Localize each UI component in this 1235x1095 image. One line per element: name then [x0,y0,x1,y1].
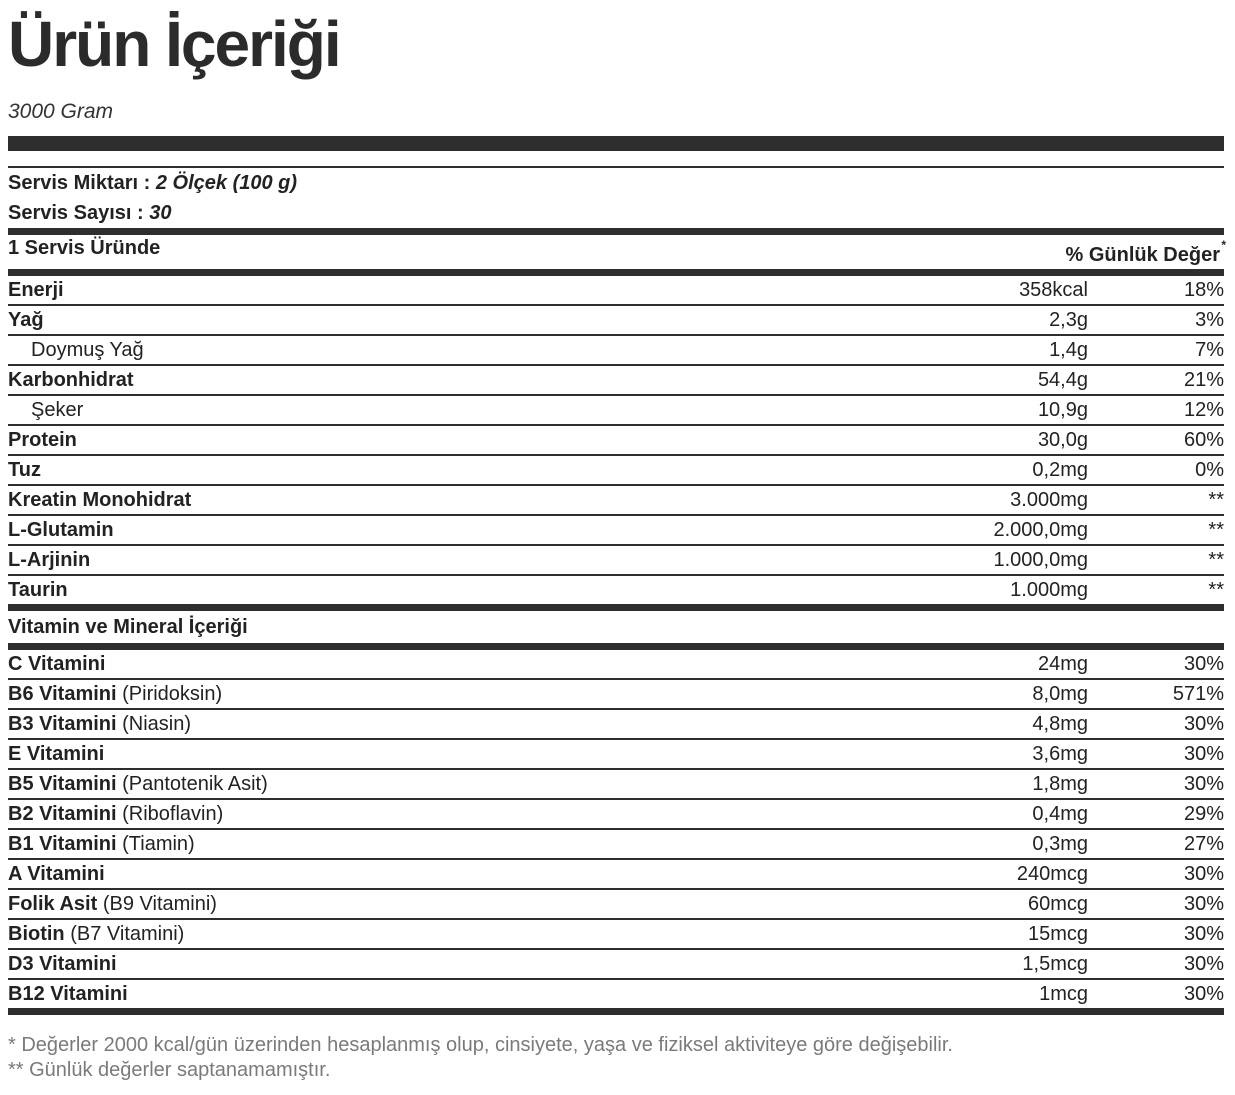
serving-size-label: Servis Miktarı : [8,172,151,194]
nutrient-row [8,486,1224,516]
nutrient-daily-value: ** [1208,519,1224,541]
vitamin-name-cell [8,860,105,888]
vitamin-amount: 0,4mg [1032,803,1088,825]
vitamin-row [8,650,1224,680]
nutrient-daily-value: 3% [1195,309,1224,331]
nutrient-name: Kreatin Monohidrat [8,489,192,511]
vitamin-amount: 1mcg [1039,983,1088,1005]
vitamin-daily-value: 30% [1183,893,1224,915]
nutrient-daily-value: 7% [1195,339,1224,361]
vitamin-amount: 24mg [1037,653,1088,675]
nutrient-row [8,516,1224,546]
vitamin-row [8,800,1224,830]
vitamin-daily-value: 30% [1183,953,1224,975]
daily-value-heading [1065,238,1226,267]
vitamin-name: E Vitamini [8,743,105,765]
vitamin-name: B12 Vitamini [8,983,128,1005]
nutrient-row [8,276,1224,306]
nutrient-name: Doymuş Yağ [31,339,144,361]
serving-size [8,168,1224,198]
vitamin-section-title: Vitamin ve Mineral İçeriği [8,616,248,638]
vitamin-row [8,980,1224,1008]
nutrient-amount: 3.000mg [1010,489,1088,511]
nutrient-name: Yağ [8,309,44,331]
nutrient-name-cell [8,336,144,364]
vitamin-name-cell [8,680,222,708]
vitamin-name: B6 Vitamini [8,683,117,705]
vitamin-daily-value: 30% [1183,863,1224,885]
vitamin-table [8,650,1224,1008]
nutrient-amount: 2,3g [1049,309,1088,331]
nutrient-name: Enerji [8,279,64,301]
vitamin-name-cell [8,770,268,798]
nutrition-label [8,0,1224,1083]
vitamin-row [8,890,1224,920]
nutrient-name-cell [8,276,64,304]
nutrient-daily-value: 21% [1183,369,1224,391]
vitamin-daily-value: 27% [1183,833,1224,855]
serving-count [8,198,1224,228]
nutrient-row [8,366,1224,396]
vitamin-amount: 3,6mg [1032,743,1088,765]
vitamin-amount: 15mcg [1027,923,1088,945]
vitamin-amount: 8,0mg [1032,683,1088,705]
nutrient-name: Protein [8,429,77,451]
vitamin-row [8,830,1224,860]
vitamin-daily-value: 30% [1183,713,1224,735]
vitamin-name: Biotin [8,923,65,945]
vitamin-name: D3 Vitamini [8,953,117,975]
nutrient-daily-value: ** [1208,549,1224,571]
vitamin-name-cell [8,650,105,678]
nutrient-name: L-Arjinin [8,549,91,571]
footnotes [8,1033,1224,1083]
divider-mid [8,643,1224,650]
divider-mid [8,604,1224,611]
nutrient-daily-value: 12% [1183,399,1224,421]
nutrient-row [8,426,1224,456]
nutrient-amount: 1.000,0mg [993,549,1088,571]
vitamin-name: Folik Asit [8,893,98,915]
nutrient-row [8,576,1224,604]
vitamin-name-cell [8,890,217,918]
divider-thick [8,136,1224,151]
vitamin-daily-value: 30% [1183,743,1224,765]
nutrient-name: Tuz [8,459,41,481]
nutrient-row [8,306,1224,336]
nutrient-name-cell [8,366,134,394]
vitamin-amount: 0,3mg [1032,833,1088,855]
table-header [8,235,1224,269]
vitamin-name-cell [8,740,104,768]
nutrient-amount: 54,4g [1037,369,1088,391]
per-serving-heading: 1 Servis Üründe [8,237,161,259]
serving-size-value: 2 Ölçek (100 g) [155,172,298,194]
divider-mid [8,1008,1224,1015]
vitamin-name-cell [8,710,191,738]
vitamin-name-cell [8,800,223,828]
vitamin-alt-name: (Niasin) [122,713,192,735]
nutrient-row [8,396,1224,426]
vitamin-name: C Vitamini [8,653,106,675]
vitamin-alt-name: (Tiamin) [122,833,195,855]
vitamin-alt-name: (Pantotenik Asit) [122,773,268,795]
vitamin-row [8,920,1224,950]
vitamin-amount: 240mcg [1016,863,1088,885]
nutrient-amount: 1,4g [1049,339,1088,361]
vitamin-daily-value: 29% [1183,803,1224,825]
vitamin-row [8,680,1224,710]
vitamin-daily-value: 30% [1183,653,1224,675]
nutrient-name-cell [8,396,83,424]
page-title: Ürün İçeriği [8,8,340,80]
vitamin-row [8,860,1224,890]
footnote-daily-value: * Değerler 2000 kcal/gün üzerinden hesaplanmış olup, cinsiyete, yaşa ve fiziksel aktiviteye göre değişebilir. [8,1034,953,1056]
nutrient-daily-value: ** [1208,489,1224,511]
nutrient-amount: 0,2mg [1032,459,1088,481]
vitamin-row [8,740,1224,770]
nutrient-row [8,546,1224,576]
vitamin-name-cell [8,980,128,1008]
divider-mid [8,269,1224,276]
vitamin-name: B5 Vitamini [8,773,117,795]
nutrient-name-cell [8,546,90,574]
daily-value-asterisk: * [1221,238,1226,252]
vitamin-row [8,710,1224,740]
nutrient-amount: 1.000mg [1010,579,1088,601]
vitamin-daily-value: 571% [1172,683,1224,705]
nutrient-name-cell [8,306,44,334]
vitamin-name-cell [8,830,195,858]
nutrient-amount: 2.000,0mg [993,519,1088,541]
nutrient-name-cell [8,456,41,484]
vitamin-name-cell [8,950,117,978]
package-weight: 3000 Gram [8,100,114,123]
nutrient-name: Karbonhidrat [8,369,134,391]
vitamin-daily-value: 30% [1183,923,1224,945]
nutrient-amount: 30,0g [1037,429,1088,451]
nutrient-amount: 358kcal [1019,279,1088,301]
vitamin-name: B3 Vitamini [8,713,117,735]
nutrient-table [8,276,1224,604]
serving-count-label: Servis Sayısı : [8,202,144,224]
vitamin-alt-name: (Piridoksin) [122,683,223,705]
nutrient-row [8,336,1224,366]
vitamin-row [8,770,1224,800]
serving-count-value: 30 [149,202,172,224]
nutrient-name-cell [8,426,77,454]
vitamin-name: B2 Vitamini [8,803,117,825]
nutrient-daily-value: 18% [1183,279,1224,301]
divider-mid [8,228,1224,235]
daily-value-heading-text: % Günlük Değer [1065,244,1220,266]
nutrient-daily-value: ** [1208,579,1224,601]
nutrient-name-cell [8,576,68,604]
nutrient-name: Şeker [31,399,84,421]
nutrient-name: Taurin [8,579,68,601]
nutrient-name-cell [8,486,191,514]
nutrient-amount: 10,9g [1037,399,1088,421]
vitamin-name: B1 Vitamini [8,833,117,855]
nutrient-name-cell [8,516,114,544]
vitamin-alt-name: (Riboflavin) [122,803,224,825]
vitamin-daily-value: 30% [1183,773,1224,795]
nutrient-row [8,456,1224,486]
vitamin-alt-name: (B7 Vitamini) [70,923,185,945]
vitamin-name: A Vitamini [8,863,105,885]
vitamin-amount: 4,8mg [1032,713,1088,735]
vitamin-amount: 1,8mg [1032,773,1088,795]
footnote-undetermined: ** Günlük değerler saptanamamıştır. [8,1059,331,1081]
vitamin-daily-value: 30% [1183,983,1224,1005]
vitamin-amount: 1,5mcg [1022,953,1088,975]
vitamin-name-cell [8,920,184,948]
nutrient-daily-value: 0% [1195,459,1224,481]
nutrient-name: L-Glutamin [8,519,114,541]
vitamin-alt-name: (B9 Vitamini) [102,893,217,915]
vitamin-amount: 60mcg [1027,893,1088,915]
vitamin-row [8,950,1224,980]
nutrient-daily-value: 60% [1183,429,1224,451]
